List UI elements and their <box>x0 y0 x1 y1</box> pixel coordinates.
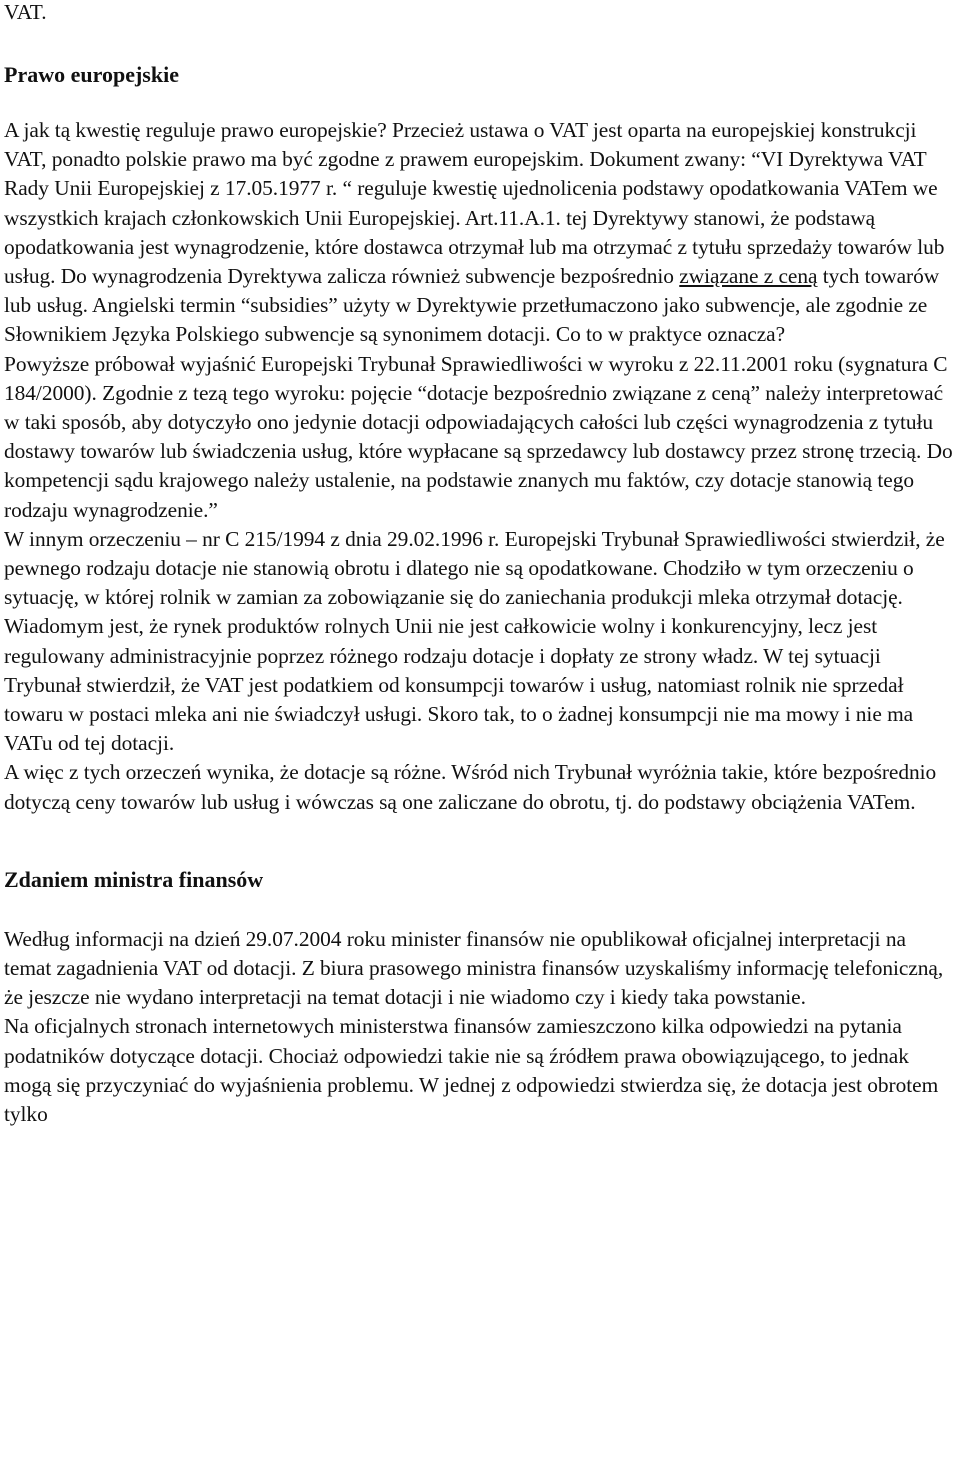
document-page <box>4 0 958 1129</box>
section-heading-prawo-europejskie: Prawo europejskie <box>4 62 179 87</box>
paragraph-5: Według informacji na dzień 29.07.2004 roku minister finansów nie opublikował oficjalnej interpretacji na temat zagadnienia VAT od dotacji. Z biura prasowego ministra finansów uzyskaliśmy informację telefoniczną, że jeszcze nie wydano interpretacji na temat dotacji i nie wiadomo czy i kiedy taka powstanie. <box>4 926 944 1010</box>
underlined-phrase: związane z ceną <box>679 264 818 289</box>
paragraph-1-text-a: A jak tą kwestię reguluje prawo europejskie? Przecież ustawa o VAT jest oparta na europejskiej konstrukcji VAT, ponadto polskie prawo ma być zgodne z prawem europejskim. Dokument zwany: “VI Dyrektywa VAT Rady Unii Europejskiej z 17.05.1977 r. “ reguluje kwestię ujednolicenia podstawy opodatkowania VATem we wszystkich krajach członkowskich Unii Europejskiej. Art.11.A.1. tej Dyrektywy stanowi, że podstawą opodatkowania jest wynagrodzenie, które dostawca otrzymał lub ma otrzymać z tytułu sprzedaży towarów lub usług. Do wynagrodzenia Dyrektywa zalicza również subwencje bezpośrednio <box>4 118 945 289</box>
paragraph-6: Na oficjalnych stronach internetowych ministerstwa finansów zamieszczono kilka odpowiedzi na pytania podatników dotyczące dotacji. Chociaż odpowiedzi takie nie są źródłem prawa obowiązującego, to jednak mogą się przyczyniać do wyjaśnienia problemu. W jednej z odpowiedzi stwierdza się, że dotacja jest obrotem tylko <box>4 1014 939 1127</box>
paragraph-4: A więc z tych orzeczeń wynika, że dotacje są różne. Wśród nich Trybunał wyróżnia takie, które bezpośrednio dotyczą ceny towarów lub usług i wówczas są one zaliczane do obrotu, tj. do podstawy obciążenia VATem. <box>4 760 937 814</box>
paragraph-2: Powyższe próbował wyjaśnić Europejski Trybunał Sprawiedliwości w wyroku z 22.11.2001 roku (sygnatura C 184/2000). Zgodnie z tezą tego wyroku: pojęcie “dotacje bezpośrednio związane z ceną” należy interpretować w taki sposób, aby dotyczyło ono jedynie dotacji odpowiadających całości lub części wynagrodzenia z tytułu dostawy towarów lub świadczenia usług, które wypłacane są sprzedawcy lub dostawcy przez stronę trzecią. Do kompetencji sądu krajowego należy ustalenie, na podstawie znanych mu faktów, czy dotacje stanowią tego rodzaju wynagrodzenie.” <box>4 351 953 522</box>
paragraph-3: W innym orzeczeniu – nr C 215/1994 z dnia 29.02.1996 r. Europejski Trybunał Sprawiedliwości stwierdził, że pewnego rodzaju dotacje nie stanowią obrotu i dlatego nie są opodatkowane. Chodziło w tym orzeczeniu o sytuację, w której rolnik w zamian za zobowiązanie się do zaniechania produkcji mleka otrzymał dotację. Wiadomym jest, że rynek produktów rolnych Unii nie jest całkowicie wolny i konkurencyjny, lecz jest regulowany administracyjnie poprzez różnego rodzaju dotacje i dopłaty ze strony władz. W tej sytuacji Trybunał stwierdził, że VAT jest podatkiem od konsumpcji towarów i usług, natomiast rolnik nie sprzedał towaru w postaci mleka ani nie świadczył usługi. Skoro tak, to o żadnej konsumpcji nie ma mowy i nie ma VATu od tej dotacji. <box>4 526 945 756</box>
text-fragment: VAT. <box>4 0 47 24</box>
paragraph-1 <box>4 116 958 350</box>
paragraph-1-text-b: tych towarów lub usług. Angielski termin “subsidies” użyty w Dyrektywie przetłumaczono jako subwencje, ale zgodnie ze Słownikiem Języka Polskiego subwencje są synonimem dotacji. Co to w praktyce oznacza? <box>4 264 940 347</box>
section-heading-zdaniem-ministra: Zdaniem ministra finansów <box>4 866 264 892</box>
